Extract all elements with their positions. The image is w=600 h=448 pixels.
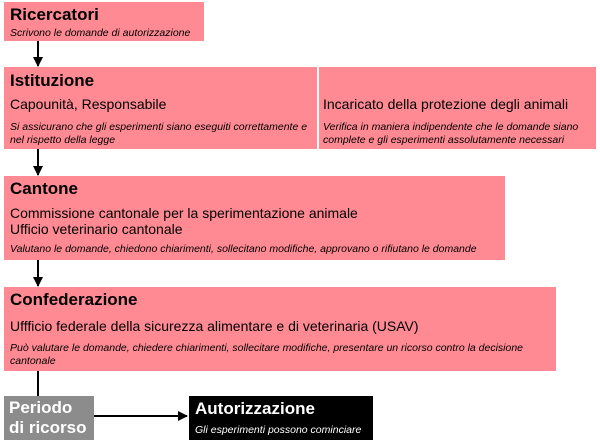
istituzione-title: Istituzione — [10, 71, 95, 90]
istituzione-left-subtitle: Capounità, Responsabile — [10, 96, 167, 112]
autorizzazione-description: Gli esperimenti possono cominciare — [195, 424, 362, 436]
ricercatori-box — [4, 2, 204, 41]
confederazione-title: Confederazione — [10, 290, 138, 309]
istituzione-box — [4, 67, 317, 149]
ricercatori-description: Scrivono le domande di autorizzazione — [10, 27, 191, 39]
periodo-title-line2: di ricorso — [9, 418, 87, 437]
ricercatori-title: Ricercatori — [10, 5, 99, 24]
confederazione-description: Può valutare le domande, chiedere chiarimenti, sollecitare modifiche, presentare un ricorso contro la decisione cantonale — [10, 342, 524, 367]
istituzione-right-description: Verifica in maniera indipendente che le domande siano complete e gli esperimenti assolutamente necessari — [323, 121, 579, 146]
periodo-title-line1: Periodo — [9, 398, 73, 417]
cantone-box — [4, 176, 505, 260]
periodo-box — [4, 396, 94, 440]
istituzione-left-description: Si assicurano che gli esperimenti siano eseguiti correttamente e nel rispetto della legge — [10, 121, 308, 146]
autorizzazione-title: Autorizzazione — [195, 399, 315, 418]
cantone-subtitle-line2: Ufficio veterinario cantonale — [10, 221, 183, 237]
cantone-title: Cantone — [10, 179, 78, 198]
confederazione-subtitle: Uffficio federale della sicurezza alimentare e di veterinaria (USAV) — [10, 318, 419, 334]
cantone-description: Valutano le domande, chiedono chiarimenti, sollecitano modifiche, approvano o rifiutano le domande — [10, 243, 477, 255]
istituzione-right-subtitle: Incaricato della protezione degli animali — [323, 96, 569, 112]
confederazione-box — [4, 287, 556, 371]
istituzione-right-box — [319, 67, 596, 149]
autorizzazione-box — [189, 396, 373, 440]
cantone-subtitle-line1: Commissione cantonale per la sperimentazione animale — [10, 205, 358, 221]
